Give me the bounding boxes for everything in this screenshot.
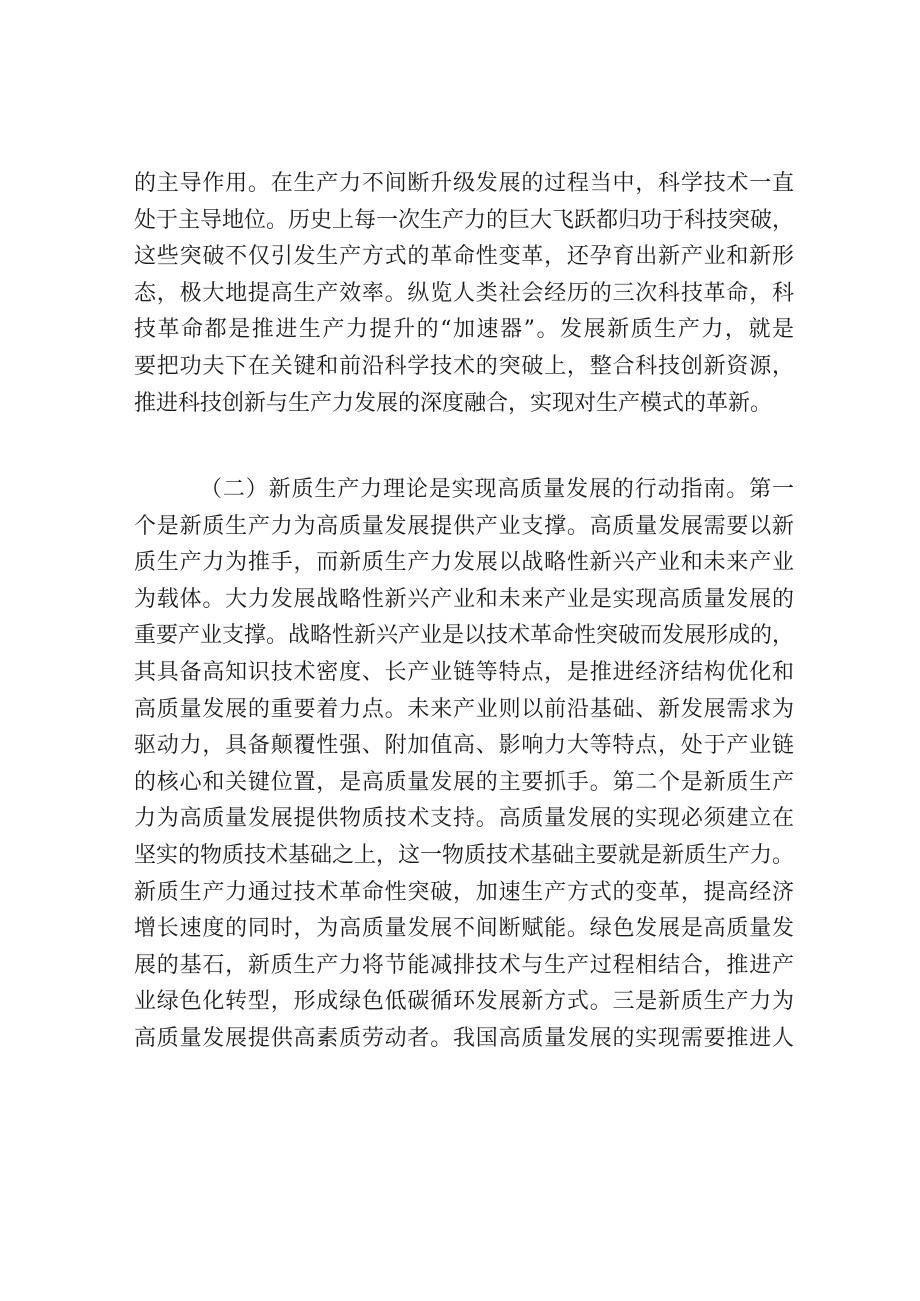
text-line: 业绿色化转型，形成绿色低碳循环发展新方式。三是新质生产力为 bbox=[134, 989, 794, 1015]
text-line: 的主导作用。在生产力不间断升级发展的过程当中，科学技术一直 bbox=[134, 171, 794, 196]
text-line: （二）新质生产力理论是实现高质量发展的行动指南。第一 bbox=[200, 477, 794, 502]
text-line: 技革命都是推进生产力提升的“加速器”。发展新质生产力，就是 bbox=[134, 317, 794, 343]
text-line: 高质量发展的重要着力点。未来产业则以前沿基础、新发展需求为 bbox=[134, 696, 794, 722]
text-line: 这些突破不仅引发生产方式的革命性变革，还孕育出新产业和新形 bbox=[134, 244, 794, 270]
text-line: 为载体。大力发展战略性新兴产业和未来产业是实现高质量发展的 bbox=[134, 586, 794, 612]
text-line: 个是新质生产力为高质量发展提供产业支撑。高质量发展需要以新 bbox=[134, 513, 794, 539]
text-line: 态，极大地提高生产效率。纵览人类社会经历的三次科技革命，科 bbox=[134, 280, 794, 306]
paragraph-1 bbox=[134, 166, 794, 422]
text-line: 坚实的物质技术基础之上，这一物质技术基础主要就是新质生产力。 bbox=[134, 842, 795, 868]
text-line: 力为高质量发展提供物质技术支持。高质量发展的实现必须建立在 bbox=[134, 806, 794, 832]
text-line: 要把功夫下在关键和前沿科学技术的突破上，整合科技创新资源， bbox=[134, 353, 794, 379]
text-line: 驱动力，具备颠覆性强、附加值高、影响力大等特点，处于产业链 bbox=[134, 733, 794, 759]
paragraph-2 bbox=[134, 472, 794, 1058]
text-line: 重要产业支撑。战略性新兴产业是以技术革命性突破而发展形成的， bbox=[134, 623, 795, 649]
text-line: 的核心和关键位置，是高质量发展的主要抓手。第二个是新质生产 bbox=[134, 769, 794, 795]
text-line: 处于主导地位。历史上每一次生产力的巨大飞跃都归功于科技突破， bbox=[134, 207, 795, 233]
text-line: 增长速度的同时，为高质量发展不间断赋能。绿色发展是高质量发 bbox=[134, 916, 794, 942]
text-line: 推进科技创新与生产力发展的深度融合，实现对生产模式的革新。 bbox=[134, 390, 773, 416]
text-line: 质生产力为推手，而新质生产力发展以战略性新兴产业和未来产业 bbox=[134, 550, 794, 576]
text-line: 展的基石，新质生产力将节能减排技术与生产过程相结合，推进产 bbox=[134, 952, 794, 978]
text-line: 其具备高知识技术密度、长产业链等特点，是推进经济结构优化和 bbox=[134, 659, 794, 685]
text-line: 高质量发展提供高素质劳动者。我国高质量发展的实现需要推进人 bbox=[134, 1025, 794, 1051]
text-line: 新质生产力通过技术革命性突破，加速生产方式的变革，提高经济 bbox=[134, 879, 794, 905]
